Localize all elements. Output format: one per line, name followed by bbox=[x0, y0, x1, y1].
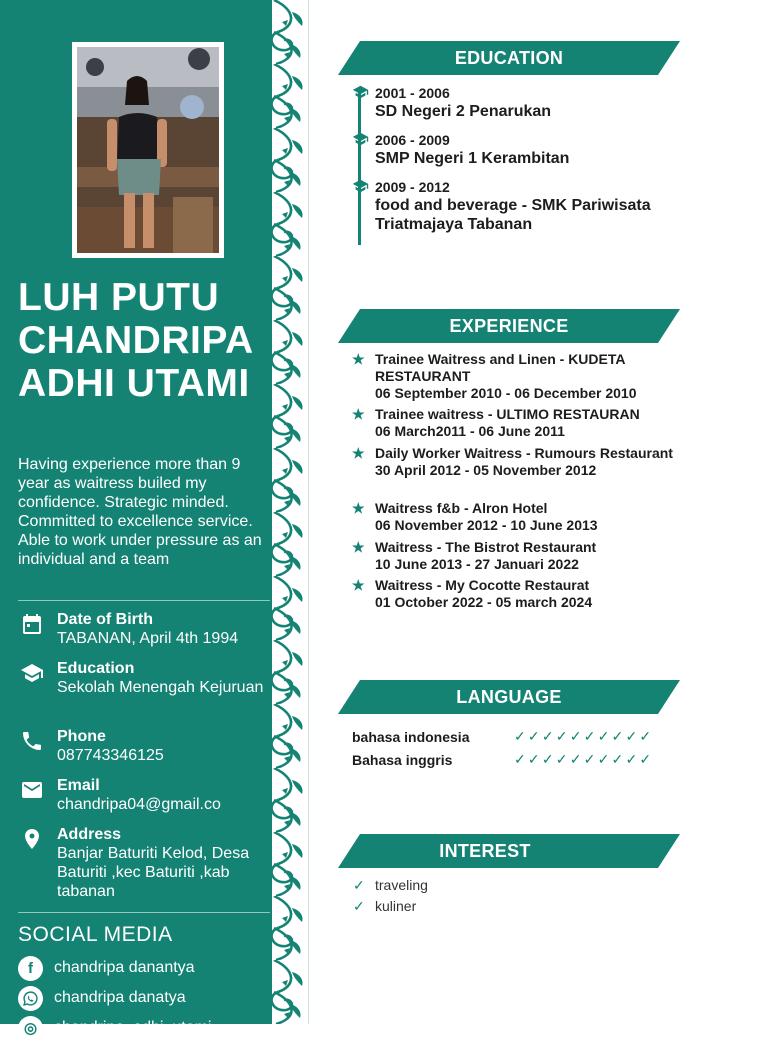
education-label: Education bbox=[57, 660, 135, 677]
facebook-handle: chandripa danantya bbox=[54, 959, 195, 976]
education-banner bbox=[338, 41, 680, 75]
education-title: EDUCATION bbox=[454, 48, 564, 68]
info-dob bbox=[18, 610, 276, 648]
language-name: Bahasa inggris bbox=[352, 752, 453, 768]
language-item bbox=[352, 729, 682, 745]
info-email bbox=[18, 776, 276, 814]
star-icon: ★ bbox=[352, 577, 365, 593]
instagram-icon: ◎ bbox=[18, 1016, 43, 1041]
check-icon: ✓ bbox=[353, 898, 365, 914]
education-years: 2009 - 2012 bbox=[375, 179, 450, 195]
experience-item bbox=[352, 500, 692, 534]
interest-item bbox=[353, 898, 416, 915]
star-icon: ★ bbox=[352, 539, 365, 555]
divider bbox=[18, 600, 270, 601]
facebook-icon: f bbox=[18, 956, 43, 981]
interest-label: kuliner bbox=[375, 898, 417, 914]
experience-item bbox=[352, 539, 692, 573]
education-school: SMP Negeri 1 Kerambitan bbox=[375, 150, 570, 167]
experience-period: 06 November 2012 - 10 June 2013 bbox=[375, 517, 598, 533]
social-media-title: SOCIAL MEDIA bbox=[18, 923, 173, 946]
experience-period: 30 April 2012 - 05 November 2012 bbox=[375, 462, 597, 478]
education-school: SD Negeri 2 Penarukan bbox=[375, 103, 552, 120]
dob-label: Date of Birth bbox=[57, 611, 153, 628]
location-pin-icon bbox=[18, 827, 46, 851]
whatsapp-handle: chandripa danatya bbox=[54, 989, 186, 1006]
graduation-cap-icon bbox=[352, 132, 369, 146]
sidebar bbox=[0, 0, 272, 1037]
experience-role: Waitress - The Bistrot Restaurant bbox=[375, 539, 597, 555]
interest-title: INTEREST bbox=[439, 841, 531, 861]
experience-item bbox=[352, 351, 692, 402]
name-line: ADHI UTAMI bbox=[18, 362, 250, 405]
star-icon: ★ bbox=[352, 500, 365, 516]
experience-period: 06 March2011 - 06 June 2011 bbox=[375, 423, 565, 439]
interest-label: traveling bbox=[375, 877, 428, 893]
experience-role: Daily Worker Waitress - Rumours Restaurant bbox=[375, 445, 673, 461]
info-education bbox=[18, 659, 276, 697]
graduation-cap-icon bbox=[18, 661, 46, 685]
experience-period: 01 October 2022 - 05 march 2024 bbox=[375, 594, 593, 610]
experience-title: EXPERIENCE bbox=[449, 316, 569, 336]
experience-role: Waitress f&b - Alron Hotel bbox=[375, 500, 548, 516]
phone-icon bbox=[18, 729, 46, 753]
education-value: Sekolah Menengah Kejuruan bbox=[57, 679, 264, 696]
experience-banner bbox=[338, 309, 680, 343]
phone-value: 087743346125 bbox=[57, 747, 164, 764]
instagram-handle: chandripa_adhi_utami bbox=[54, 1019, 212, 1036]
experience-item bbox=[352, 577, 692, 611]
experience-item bbox=[352, 445, 692, 479]
education-school: food and beverage - SMK Pariwisata Triatmajaya Tabanan bbox=[375, 197, 651, 233]
star-icon: ★ bbox=[352, 445, 365, 461]
experience-role: Trainee Waitress and Linen - KUDETA RESTAURANT bbox=[375, 351, 625, 384]
email-value: chandripa04@gmail.co bbox=[57, 796, 221, 813]
education-years: 2001 - 2006 bbox=[375, 85, 450, 101]
divider bbox=[18, 912, 270, 913]
language-level-checks: ✓✓✓✓✓✓✓✓✓✓ bbox=[514, 728, 654, 744]
language-banner bbox=[338, 680, 680, 714]
vertical-rule bbox=[308, 0, 309, 1024]
dob-value: TABANAN, April 4th 1994 bbox=[57, 630, 239, 647]
graduation-cap-icon bbox=[352, 85, 369, 99]
experience-role: Waitress - My Cocotte Restaurat bbox=[375, 577, 590, 593]
experience-role: Trainee waitress - ULTIMO RESTAURAN bbox=[375, 406, 640, 422]
star-icon: ★ bbox=[352, 406, 365, 422]
person-name bbox=[18, 276, 278, 405]
interest-banner bbox=[338, 834, 680, 868]
ornament-border bbox=[268, 0, 310, 1024]
education-years: 2006 - 2009 bbox=[375, 132, 450, 148]
profile-summary: Having experience more than 9 year as waitress builed my confidence. Strategic minded. Committed to excellence service. Able to work under pressure as an individual and a team bbox=[18, 456, 262, 568]
name-line: LUH PUTU bbox=[18, 276, 220, 319]
email-label: Email bbox=[57, 777, 100, 794]
experience-period: 06 September 2010 - 06 December 2010 bbox=[375, 385, 637, 401]
graduation-cap-icon bbox=[352, 179, 369, 193]
phone-label: Phone bbox=[57, 728, 106, 745]
info-address bbox=[18, 825, 276, 901]
education-item bbox=[352, 179, 692, 234]
profile-photo bbox=[77, 47, 219, 253]
education-item bbox=[352, 85, 692, 121]
whatsapp-icon bbox=[18, 986, 43, 1011]
check-icon: ✓ bbox=[353, 877, 365, 893]
language-title: LANGUAGE bbox=[456, 687, 562, 707]
email-icon bbox=[18, 778, 46, 802]
address-value: Banjar Baturiti Kelod, Desa Baturiti ,kec Baturiti ,kab tabanan bbox=[57, 845, 250, 900]
language-item bbox=[352, 752, 682, 768]
language-level-checks: ✓✓✓✓✓✓✓✓✓✓ bbox=[514, 751, 654, 767]
info-phone bbox=[18, 727, 276, 765]
experience-item bbox=[352, 406, 692, 440]
name-line: CHANDRIPA bbox=[18, 319, 254, 362]
experience-period: 10 June 2013 - 27 Januari 2022 bbox=[375, 556, 579, 572]
star-icon: ★ bbox=[352, 351, 365, 367]
calendar-icon bbox=[18, 612, 46, 636]
interest-item bbox=[353, 877, 428, 894]
address-label: Address bbox=[57, 826, 122, 843]
education-item bbox=[352, 132, 692, 168]
language-name: bahasa indonesia bbox=[352, 729, 470, 745]
profile-photo-frame bbox=[72, 42, 224, 258]
